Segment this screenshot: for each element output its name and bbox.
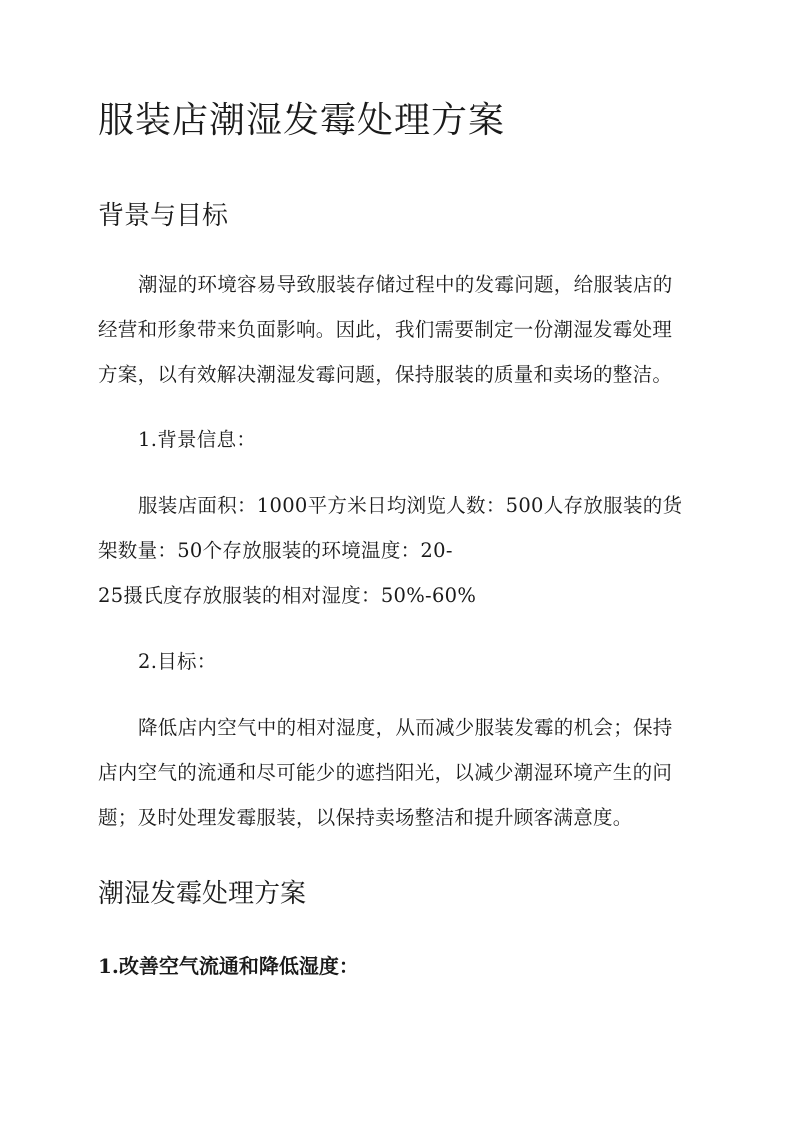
goal-label: 2.目标： bbox=[138, 650, 217, 673]
goal-line: 店内空气的流通和尽可能少的遮挡阳光，以减少潮湿环境产生的问 bbox=[98, 761, 673, 784]
solution-item-1-heading: 1.改善空气流通和降低湿度： bbox=[98, 954, 359, 978]
intro-line: 方案，以有效解决潮湿发霉问题，保持服装的质量和卖场的整洁。 bbox=[98, 363, 673, 386]
document-title: 服装店潮湿发霉处理方案 bbox=[98, 100, 506, 141]
background-info-line: 架数量：50个存放服装的环境温度：20- bbox=[98, 539, 453, 562]
intro-line: 经营和形象带来负面影响。因此，我们需要制定一份潮湿发霉处理 bbox=[98, 318, 673, 341]
goal-line: 题；及时处理发霉服装，以保持卖场整洁和提升顾客满意度。 bbox=[98, 806, 633, 829]
background-info-line: 25摄氏度存放服装的相对湿度：50%-60% bbox=[98, 584, 477, 607]
intro-paragraph bbox=[98, 262, 700, 397]
background-info-paragraph bbox=[98, 483, 700, 618]
intro-line: 潮湿的环境容易导致服装存储过程中的发霉问题，给服装店的 bbox=[138, 273, 673, 296]
goal-line: 降低店内空气中的相对湿度，从而减少服装发霉的机会；保持 bbox=[138, 716, 673, 739]
section-heading-background: 背景与目标 bbox=[98, 201, 229, 231]
background-info-label: 1.背景信息： bbox=[138, 428, 257, 451]
background-info-line: 服装店面积：1000平方米日均浏览人数：500人存放服装的货 bbox=[138, 494, 683, 517]
goal-paragraph bbox=[98, 705, 700, 840]
section-heading-solution: 潮湿发霉处理方案 bbox=[98, 879, 307, 909]
